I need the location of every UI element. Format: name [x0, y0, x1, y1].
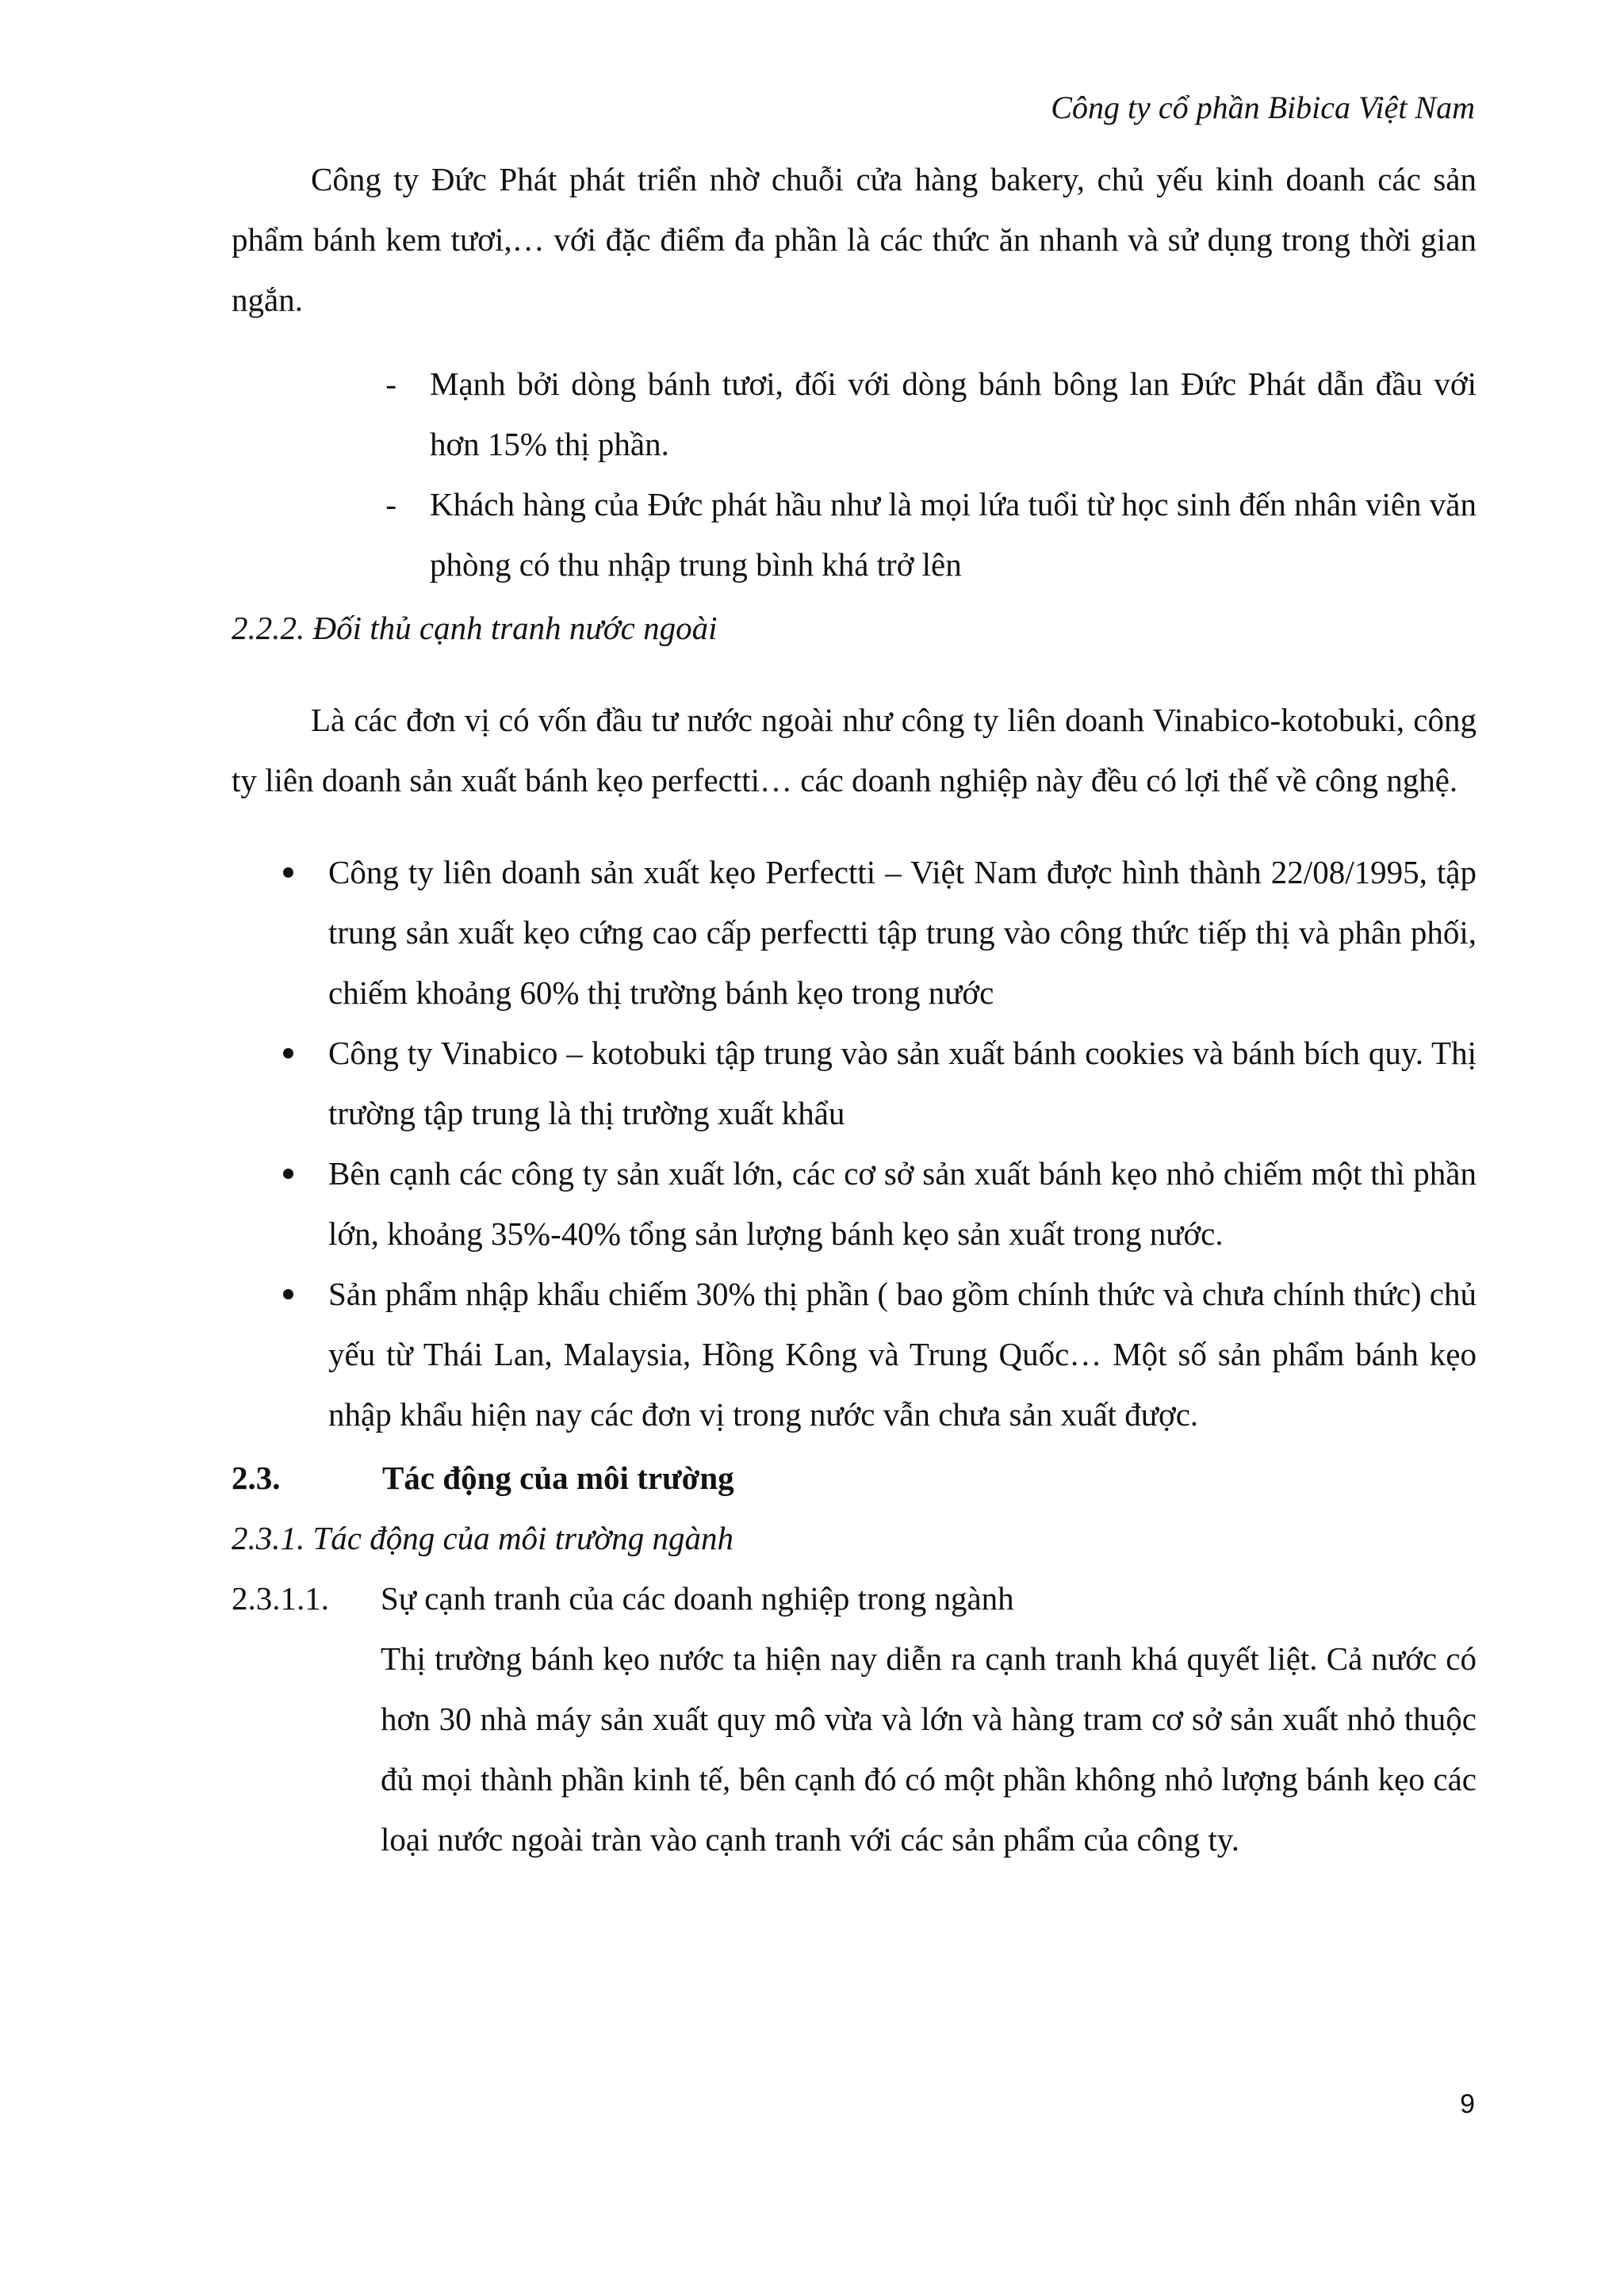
- dash-item-text: Mạnh bởi dòng bánh tươi, đối với dòng bánh bông lan Đức Phát dẫn đầu với hơn 15% thị phần.: [430, 365, 1477, 462]
- section-heading-2-3: [232, 1448, 1477, 1508]
- bullet-item: [232, 1023, 1477, 1143]
- section-heading-2-3-1: 2.3.1. Tác động của môi trường ngành: [232, 1520, 734, 1556]
- dash-list: [232, 354, 1477, 595]
- bullet-icon: [232, 1264, 328, 1445]
- intro-paragraph: Công ty Đức Phát phát triển nhờ chuỗi cửa hàng bakery, chủ yếu kinh doanh các sản phẩm bánh kem tươi,… với đặc điểm đa phần là các thức ăn nhanh và sử dụng trong thời gian ngắn.: [232, 161, 1477, 318]
- bullet-text: Bên cạnh các công ty sản xuất lớn, các cơ sở sản xuất bánh kẹo nhỏ chiếm một thì phần lớn, khoảng 35%-40% tổng sản lượng bánh kẹo sản xuất trong nước.: [328, 1155, 1477, 1252]
- section-title: Tác động của môi trường: [382, 1460, 734, 1496]
- section-title: Sự cạnh tranh của các doanh nghiệp trong ngành: [381, 1580, 1014, 1617]
- dash-item: [232, 474, 1477, 595]
- page-content: [232, 149, 1477, 1869]
- bullet-text: Sản phẩm nhập khẩu chiếm 30% thị phần ( bao gồm chính thức và chưa chính thức) chủ yếu từ Thái Lan, Malaysia, Hồng Kông và Trung Quốc… Một số sản phẩm bánh kẹo nhập khẩu hiện nay các đơn vị trong nước vẫn chưa sản xuất được.: [328, 1276, 1477, 1433]
- section-heading-2-2-2: 2.2.2. Đối thủ cạnh tranh nước ngoài: [232, 610, 718, 646]
- foreign-competitors-paragraph: Là các đơn vị có vốn đầu tư nước ngoài như công ty liên doanh Vinabico-kotobuki, công ty liên doanh sản xuất bánh kẹo perfectti… các doanh nghiệp này đều có lợi thế về công nghệ.: [232, 702, 1477, 798]
- page-number: 9: [1460, 2089, 1475, 2119]
- dash-item: [232, 354, 1477, 474]
- bullet-item: [232, 1143, 1477, 1264]
- bullet-item: [232, 1264, 1477, 1445]
- section-heading-2-3-1-1: [232, 1568, 1477, 1628]
- bullet-text: Công ty Vinabico – kotobuki tập trung vào sản xuất bánh cookies và bánh bích quy. Thị trường tập trung là thị trường xuất khẩu: [328, 1035, 1477, 1131]
- bullet-icon: [232, 1143, 328, 1264]
- dash-marker: -: [385, 486, 396, 522]
- section-number: 2.3.: [232, 1460, 281, 1496]
- bullet-icon: [232, 842, 328, 1023]
- section-number: 2.3.1.1.: [232, 1580, 329, 1617]
- running-header: Công ty cổ phần Bibica Việt Nam: [1051, 90, 1475, 125]
- bullet-text: Công ty liên doanh sản xuất kẹo Perfectti – Việt Nam được hình thành 22/08/1995, tập trung sản xuất kẹo cứng cao cấp perfectti tập trung vào công thức tiếp thị và phân phối, chiếm khoảng 60% thị trường bánh kẹo trong nước: [328, 854, 1477, 1011]
- bullet-item: [232, 842, 1477, 1023]
- bullet-list: [232, 842, 1477, 1445]
- bullet-icon: [232, 1023, 328, 1143]
- dash-item-text: Khách hàng của Đức phát hầu như là mọi lứa tuổi từ học sinh đến nhân viên văn phòng có thu nhập trung bình khá trở lên: [430, 486, 1477, 583]
- competition-paragraph: Thị trường bánh kẹo nước ta hiện nay diễn ra cạnh tranh khá quyết liệt. Cả nước có hơn 30 nhà máy sản xuất quy mô vừa và lớn và hàng tram cơ sở sản xuất nhỏ thuộc đủ mọi thành phần kinh tế, bên cạnh đó có một phần không nhỏ lượng bánh kẹo các loại nước ngoài tràn vào cạnh tranh với các sản phẩm của công ty.: [381, 1640, 1477, 1858]
- dash-marker: -: [385, 365, 396, 402]
